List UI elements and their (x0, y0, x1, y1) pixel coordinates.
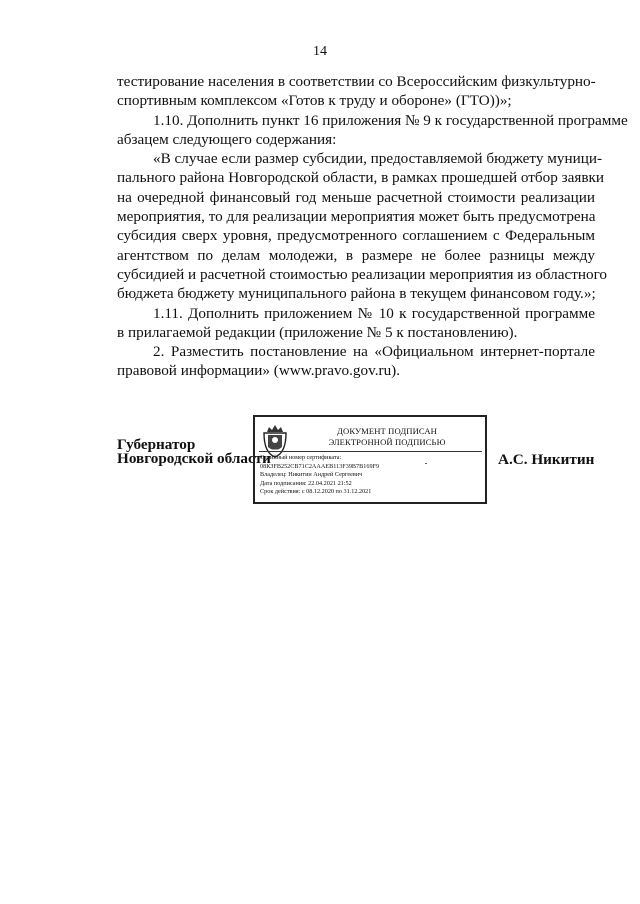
text-line: абзацем следующего содержания: (117, 130, 337, 148)
document-body (117, 72, 628, 381)
stamp-serial-value: 08КЗFB252CB71C2AAAEB113F39B7B169F9 (260, 462, 380, 470)
stamp-serial-label: Серийный номер сертификата: (260, 454, 342, 461)
text-line: субсидия сверх уровня, предусмотренного соглашением с Федеральным (117, 227, 595, 245)
text-line: 1.10. Дополнить пункт 16 приложения № 9 к государственной программе (153, 111, 628, 129)
text-line: пального района Новгородской области, в рамках прошедшей отбор заявки (117, 169, 605, 187)
text-line: в прилагаемой редакции (приложение № 5 к постановлению). (117, 323, 518, 341)
text-line: спортивным комплексом «Готов к труду и обороне» (ГТО))»; (117, 92, 512, 110)
electronic-signature-stamp (253, 415, 487, 504)
text-line: 1.11. Дополнить приложением № 10 к государственной программе (153, 304, 595, 322)
signer-title-line1: Губернатор (117, 436, 196, 453)
stamp-owner: Владелец: Никитин Андрей Сергеевич (260, 471, 363, 479)
signer-title-line2: Новгородской области (117, 450, 271, 467)
text-line: агентством по делам молодежи, в размере не более разницы между (117, 246, 595, 264)
stamp-header-line2: ЭЛЕКТРОННОЙ ПОДПИСЬЮ (328, 437, 446, 447)
text-line: 2. Разместить постановление на «Официальном интернет-портале (153, 343, 595, 361)
text-line: на очередной финансовый год меньше расчетной стоимости реализации (117, 188, 595, 206)
stamp-header-line1: ДОКУМЕНТ ПОДПИСАН (337, 426, 437, 436)
page-number: 14 (313, 44, 327, 59)
text-line: бюджета бюджету муниципального района в текущем финансовом году.»; (117, 285, 596, 303)
text-line: тестирование населения в соответствии со Всероссийским физкультурно- (117, 73, 596, 90)
signer-name: А.С. Никитин (498, 451, 595, 468)
stamp-details (260, 454, 379, 497)
stamp-validity: Срок действия: с 08.12.2020 по 31.12.2021 (260, 488, 372, 496)
stamp-divider (259, 451, 482, 452)
text-line: правовой информации» (www.pravo.gov.ru). (117, 362, 401, 380)
text-line: субсидией и расчетной стоимостью реализации мероприятия из областного (117, 265, 608, 283)
signer-position (117, 438, 271, 466)
scan-mark (425, 463, 427, 464)
text-line: мероприятия, то для реализации мероприятия может быть предусмотрена (117, 208, 596, 226)
text-line: «В случае если размер субсидии, предоставляемой бюджету муници- (153, 150, 603, 168)
stamp-header (291, 426, 483, 448)
stamp-signed-date: Дата подписания: 22.04.2021 21:52 (260, 479, 352, 487)
